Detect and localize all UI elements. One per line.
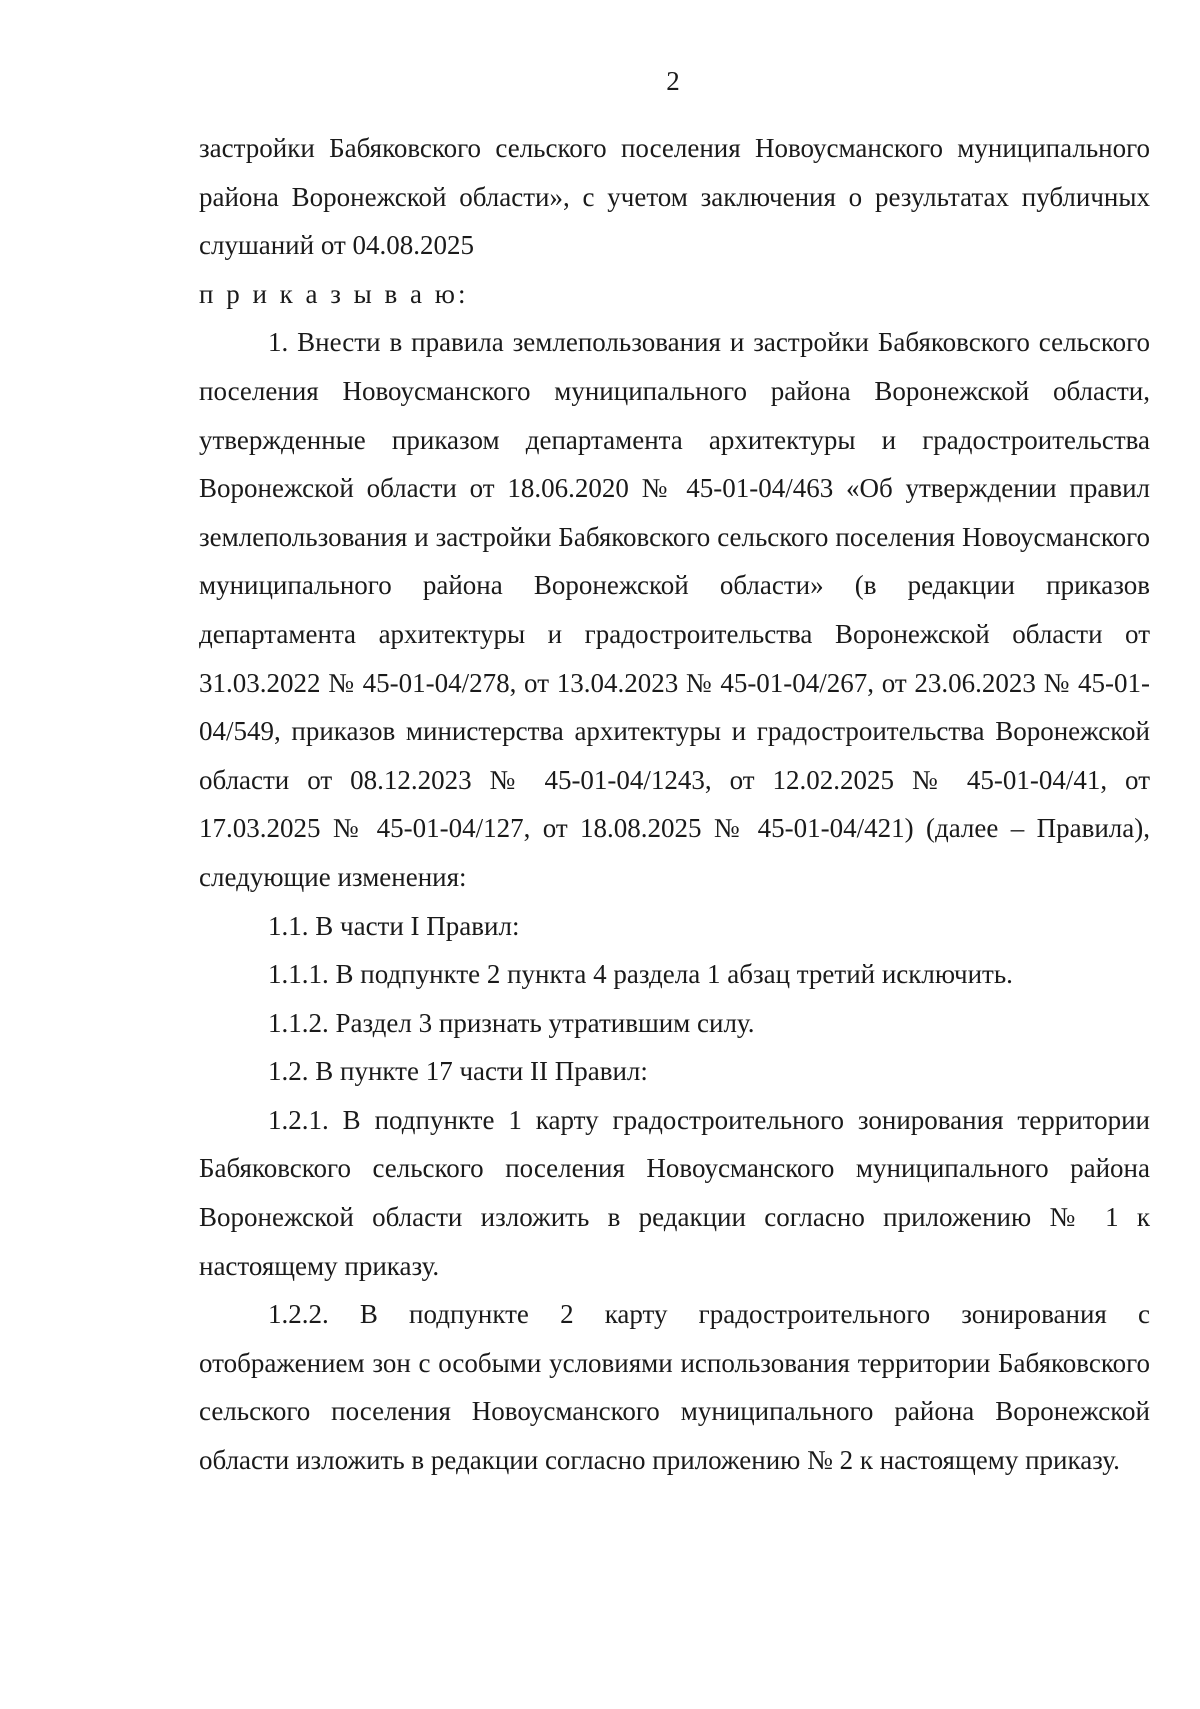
page-number: 2 bbox=[666, 66, 680, 96]
paragraph-item-1-2: 1.2. В пункте 17 части II Правил: bbox=[268, 1056, 648, 1087]
document-body bbox=[199, 124, 1150, 1485]
paragraph-item-1-1-1: 1.1.1. В подпункте 2 пункта 4 раздела 1 абзац третий исключить. bbox=[268, 959, 1013, 990]
paragraph-item-1-2-2: 1.2.2. В подпункте 2 карту градостроительного зонирования с отображением зон с особыми условиями использования территории Бабяковского сельского поселения Новоусманского муниципального района Воронежской области изложить в редакции согласно приложению № 2 к настоящему приказу. bbox=[199, 1299, 1150, 1476]
paragraph-item-1-1-2: 1.1.2. Раздел 3 признать утратившим силу. bbox=[268, 1007, 755, 1038]
paragraph-item-1-1: 1.1. В части I Правил: bbox=[268, 910, 520, 941]
paragraph-item-1-2-1: 1.2.1. В подпункте 1 карту градостроительного зонирования территории Бабяковского сельского поселения Новоусманского муниципального района Воронежской области изложить в редакции согласно приложению № 1 к настоящему приказу. bbox=[199, 1104, 1150, 1281]
paragraph-order-word: п р и к а з ы в а ю: bbox=[199, 278, 469, 309]
paragraph-item-1: 1. Внести в правила землепользования и застройки Бабяковского сельского поселения Новоусманского муниципального района Воронежской области, утвержденные приказом департамента архитектуры и градостроительства Воронежской области от 18.06.2020 № 45-01-04/463 «Об утверждении правил землепользования и застройки Бабяковского сельского поселения Новоусманского муниципального района Воронежской области» (в редакции приказов департамента архитектуры и градостроительства Воронежской области от 31.03.2022 № 45-01-04/278, от 13.04.2023 № 45-01-04/267, от 23.06.2023 № 45-01-04/549, приказов министерства архитектуры и градостроительства Воронежской области от 08.12.2023 № 45-01-04/1243, от 12.02.2025 № 45-01-04/41, от 17.03.2025 № 45-01-04/127, от 18.08.2025 № 45-01-04/421) (далее – Правила), следующие изменения: bbox=[199, 327, 1150, 892]
paragraph-intro-continuation: застройки Бабяковского сельского поселения Новоусманского муниципального района Воронежской области», с учетом заключения о результатах публичных слушаний от 04.08.2025 bbox=[199, 133, 1150, 261]
